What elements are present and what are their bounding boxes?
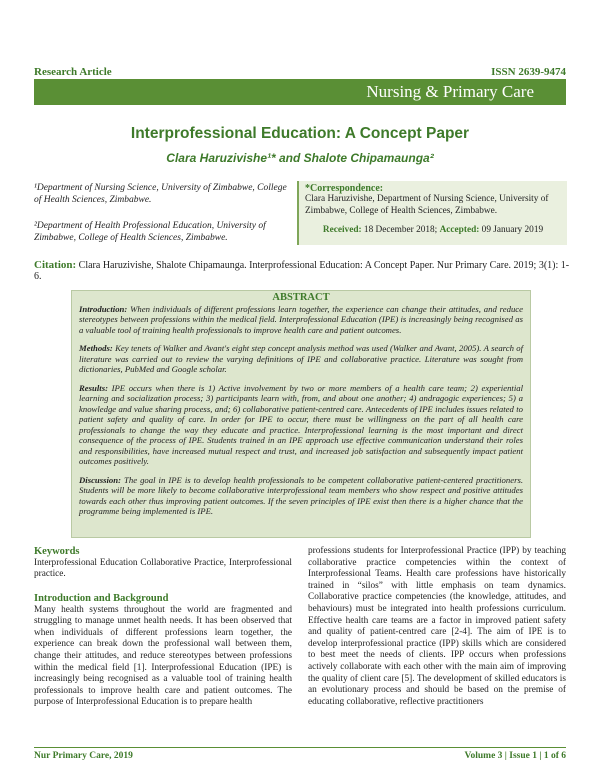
keywords-heading: Keywords [34, 546, 80, 557]
affiliation-2: ²Department of Health Professional Education, University of Zimbabwe, College of Health Sciences, Zimbabwe. [34, 221, 266, 243]
abstract-intro-text: When individuals of different professions learn together, the experience can change their attitudes, and reduce stereotypes between professions within the medical field. Interprofessional Education (IPE) is increasingly being recognised as a valuable tool of training health professionals to improve health care and patient outcomes. [79, 303, 523, 335]
citation-label: Citation: [34, 259, 77, 271]
journal-banner [34, 79, 566, 105]
abstract-discussion [79, 475, 523, 517]
abstract-intro-label: Introduction: [79, 303, 128, 314]
intro-right-text: professions students for Interprofessional Practice (IPP) by teaching collaborative practice competencies within the context of Interprofessional Teams. Health care professions have historically trained in “silos” with little emphasis on team dynamics. Collaborative practice competencies (the knowledge, attitudes, and behaviours) must be integrated into health professions curriculum. Effective health care teams are a factor in improved patient safety and quality of patient-centred care [2-4]. The aim of IPE is to develop interprofessional practice (IPP) skills which are considered to best meet the needs of clients. IPP occurs when professions actively collaborate with each other with the main aim of improving the quality of client care [5]. The development of skilled educators is an evolutionary process and should be based on the premise of educating collaborative, reflective practitioners [308, 546, 566, 707]
keywords-section [34, 546, 292, 581]
received-label: Received: [322, 224, 362, 235]
paper-title: Interprofessional Education: A Concept Paper [130, 125, 470, 142]
footer-page: Volume 3 | Issue 1 | 1 of 6 [464, 751, 566, 761]
footer-rule [34, 747, 566, 748]
issn: ISSN 2639-9474 [491, 66, 566, 78]
authors: Clara Haruzivishe¹* and Shalote Chipamaunga² [166, 151, 434, 165]
abstract-introduction [79, 304, 523, 336]
received-date: 18 December 2018; [363, 224, 438, 235]
article-type: Research Article [34, 66, 112, 78]
footer-journal: Nur Primary Care, 2019 [34, 751, 133, 761]
correspondence-text: Clara Haruzivishe, Department of Nursing Science, University of Zimbabwe, College of Health Sciences, Zimbabwe. [305, 194, 549, 216]
citation [34, 259, 574, 282]
abstract-methods [79, 343, 523, 375]
affiliation-1: ¹Department of Nursing Science, University of Zimbabwe, College of Health Sciences, Zimbabwe. [34, 183, 287, 205]
abstract-heading: ABSTRACT [272, 292, 330, 303]
abstract-results [79, 383, 523, 467]
citation-text: Clara Haruzivishe, Shalote Chipamaunga. Interprofessional Education: A Concept Paper. Nur Primary Care. 2019; 3(1): 1-6. [34, 260, 570, 282]
accepted-label: Accepted: [439, 224, 480, 235]
abstract-methods-label: Methods: [79, 343, 113, 353]
abstract-discussion-label: Discussion: [79, 474, 121, 485]
correspondence-title: *Correspondence: [305, 183, 384, 194]
abstract-methods-text: Key tenets of Walker and Avant's eight step concept analysis method was used (Walker and Avant, 2005). A search of literature was carried out to review the varying definitions of IPE and collaborative practice. Literature was sought from dictionaries, PubMed and Google scholar. [79, 343, 524, 374]
correspondence-box [297, 181, 567, 245]
abstract-results-label: Results: [79, 382, 108, 393]
intro-right-column [308, 546, 566, 708]
abstract-discussion-text: The goal in IPE is to develop health professionals to be competent collaborative patient-centered practitioners. Students will be more likely to become collaborative interprofessional team members who show respect and positive attitudes towards each other thus improving patient outcomes. If the seven principles of IPE exist then there is a higher chance that the programme being implemented is IPE. [79, 474, 523, 516]
keywords-text: Interprofessional Education Collaborative Practice, Interprofessional practice. [34, 557, 292, 580]
abstract-results-text: IPE occurs when there is 1) Active involvement by two or more members of a health care team; 2) experiential learning and socialization process; 3) participants learn with, from, and about one another; 4) andragogic experiences; 5) a knowledge and value sharing process, and; 6) collaborative patient-centred care. Antecedents of IPE includes issues related to patient safety and quality of care. In order for IPE to occur, there must be willingness on the part of all health care professionals to change the way they educate and practice. Interprofessional learning is the most important and direct consequence of the process of IPE. Students trained in an IPE approach use effective communication understand their roles and responsibilities, have increased mutual respect and trust, and increased job satisfaction and subsequently impact patient outcomes positively. [79, 382, 523, 466]
intro-left-column [34, 593, 292, 709]
accepted-date: 09 January 2019 [481, 224, 544, 235]
abstract-box [71, 290, 531, 538]
dates [305, 225, 561, 236]
intro-heading: Introduction and Background [34, 593, 169, 604]
intro-left-text: Many health systems throughout the world are fragmented and struggling to manage unmet health needs. It has been observed that when individuals of different professions learn together, the experience can break down the professional wall between them, change their attitudes, and reduce stereotypes between professions within the medical field [1]. Interprofessional Education (IPE) is increasingly being recognised as a valuable tool of training health professionals to improve health care and patient outcomes. The purpose of Interprofessional Education is to prepare health [34, 604, 292, 708]
journal-name: Nursing & Primary Care [366, 82, 534, 101]
